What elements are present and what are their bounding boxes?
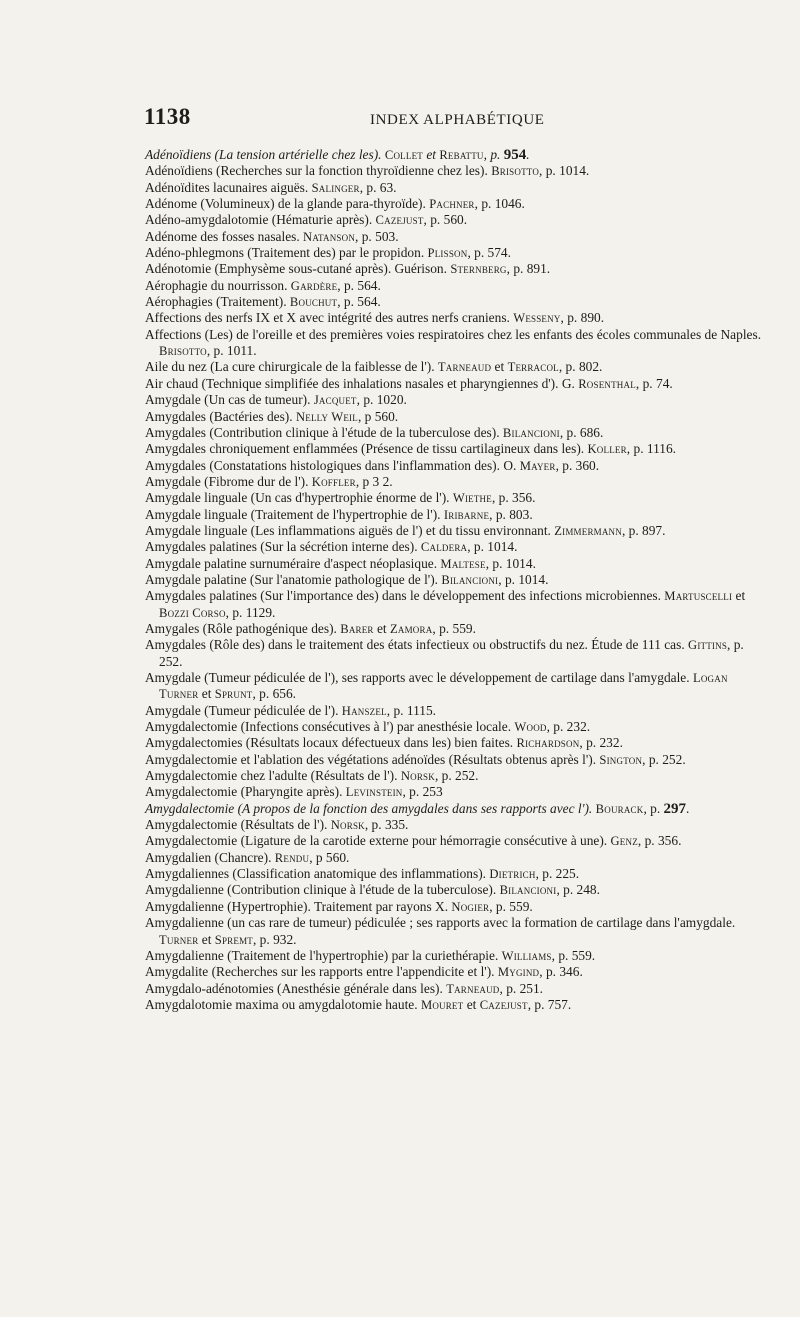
entry-text: Amygdalectomie et l'ablation des végétations adénoïdes (Résultats obtenus après l').: [145, 751, 600, 767]
entry-author: Logan Turner: [159, 671, 728, 702]
entry-text: Adénotomie (Emphysème sous-cutané après). Guérison.: [145, 261, 451, 277]
entry-author: Mygind: [497, 965, 540, 980]
entry-text: , p. 63.: [359, 179, 397, 195]
entry-author: Mayer: [519, 458, 556, 473]
index-entry: [145, 458, 767, 474]
entry-text: Amygdale palatine surnuméraire d'aspect néoplasique.: [145, 555, 441, 571]
index-entries: [145, 147, 767, 1013]
entry-text: Amygdalectomie (Pharyngite après).: [145, 784, 346, 800]
entry-text: Amygdalienne (un cas rare de tumeur) pédiculée ; ses rapports avec la formation de cartilage dans l'amygdale.: [145, 915, 736, 931]
entry-text: , p. 1129.: [225, 604, 276, 620]
page-number: 1138: [144, 104, 191, 129]
entry-text: , p. 346.: [539, 964, 583, 980]
entry-author: Rebattu: [439, 148, 484, 162]
entry-author: Bozzi Corso: [159, 605, 226, 620]
index-entry: [145, 899, 767, 915]
entry-text: , p. 232.: [579, 735, 623, 751]
entry-text: , p. 252.: [642, 751, 686, 767]
entry-text: , p. 802.: [558, 359, 603, 375]
entry-text: , p. 248.: [556, 882, 600, 898]
entry-author: Norsk: [400, 769, 435, 784]
entry-author: Plisson: [427, 246, 468, 261]
entry-text: Adénome (Volumineux) de la glande para-thyroïde).: [145, 196, 430, 212]
index-entry: [145, 523, 767, 539]
entry-author: Genz: [610, 834, 638, 849]
entry-text: et: [463, 996, 480, 1012]
entry-text: Amygdalotomie maxima ou amygdalotomie haute.: [145, 996, 421, 1012]
index-entry: [145, 310, 767, 326]
index-entry: [145, 229, 767, 245]
index-entry: [145, 637, 767, 670]
index-entry: [145, 948, 767, 964]
entry-text: , p. 1115.: [386, 702, 437, 718]
entry-author: Bourack: [595, 801, 644, 816]
entry-author: Cazejust: [479, 997, 528, 1012]
entry-author: Bilancioni: [502, 425, 560, 440]
entry-text: , p. 932.: [252, 931, 297, 947]
index-entry: [145, 507, 767, 523]
index-entry: [145, 981, 767, 997]
entry-text: , p. 803.: [489, 506, 533, 522]
entry-text: Amygdale (Tumeur pédiculée de l'), ses rapports avec le développement de cartilage dans l'amygdale.: [145, 670, 693, 685]
entry-text: , p. 253: [402, 784, 443, 800]
entry-text: , p.: [643, 800, 664, 816]
index-entry: [145, 212, 767, 228]
entry-author: Collet: [384, 148, 423, 162]
entry-text: Amygdale palatine (Sur l'anatomie pathologique de l').: [145, 571, 442, 587]
entry-author: Wesseny: [513, 311, 561, 326]
entry-author: Bouchut: [289, 295, 338, 310]
entry-text: , p. 225.: [535, 866, 580, 882]
index-entry: [145, 882, 767, 898]
index-entry: [145, 474, 767, 490]
index-entry: [145, 817, 767, 833]
entry-page-ref: 297: [663, 800, 687, 817]
entry-text: , p. 1014.: [485, 555, 536, 571]
entry-text: Amygdalectomie (Infections consécutives à l') par anesthésie locale.: [145, 719, 515, 735]
entry-text: Amygdalo-adénotomies (Anesthésie générale dans les).: [145, 980, 447, 996]
entry-text: Affections (Les) de l'oreille et des premières voies respiratoires chez les enfants des écoles communales de Naples.: [145, 326, 762, 342]
entry-author: Norsk: [330, 818, 365, 833]
index-entry: [145, 621, 767, 637]
entry-text: et: [422, 147, 440, 162]
index-entry: [145, 441, 767, 457]
index-entry: [145, 163, 767, 179]
entry-text: Amygdales (Bactéries des).: [145, 408, 296, 424]
entry-text: , p. 1046.: [474, 196, 525, 212]
entry-author: Spremt: [214, 932, 253, 947]
entry-text: Amygdalienne (Contribution clinique à l'étude de la tuberculose).: [145, 882, 500, 898]
entry-text: Affections des nerfs IX et X avec intégrité des autres nerfs craniens.: [145, 310, 514, 326]
entry-text: , p. 559.: [551, 947, 596, 963]
entry-text: , p. 356.: [491, 490, 536, 506]
entry-text: , p. 686.: [559, 424, 604, 440]
entry-author: Tarneaud: [446, 981, 500, 996]
entry-text: , p. 252.: [159, 637, 744, 669]
entry-author: Richardson: [516, 736, 580, 751]
entry-text: Amygdalien (Chancre).: [145, 849, 275, 865]
index-entry: [145, 490, 767, 506]
index-entry: [145, 719, 767, 735]
entry-text: , p. 559.: [432, 620, 476, 636]
index-entry: [145, 997, 767, 1013]
entry-text: , p. 564.: [337, 294, 381, 310]
entry-text: , p 3 2.: [355, 473, 393, 489]
entry-text: Amygdales (Constatations histologiques dans l'inflammation des). O.: [145, 457, 520, 473]
entry-text: Adénome des fosses nasales.: [145, 228, 304, 244]
entry-text: Amygdaliennes (Classification anatomique des inflammations).: [145, 866, 490, 882]
entry-author: Zimmermann: [554, 523, 622, 538]
entry-text: , p. 564.: [337, 277, 381, 293]
entry-text: Amygdale (Fibrome dur de l').: [145, 473, 312, 489]
entry-text: Amygdale (Tumeur pédiculée de l').: [145, 702, 342, 718]
entry-author: Zamora: [390, 621, 433, 636]
entry-author: Nogier: [451, 899, 490, 914]
entry-text: .: [686, 800, 690, 816]
entry-author: Rosenthal: [578, 376, 636, 391]
entry-text: .: [526, 147, 530, 162]
entry-author: Bilancioni: [499, 883, 557, 898]
entry-author: Salinger: [311, 180, 360, 195]
entry-author: Bilancioni: [441, 572, 499, 587]
entry-text: Amygdales palatines (Sur l'importance des) dans le développement des infections microbiennes.: [145, 588, 665, 604]
entry-author: Pachner: [429, 197, 475, 212]
entry-author: Brisotto: [491, 164, 540, 179]
entry-author: Martuscelli: [664, 589, 733, 604]
entry-text: Adénoïdites lacunaires aiguës.: [145, 179, 312, 195]
entry-author: Jacquet: [313, 393, 357, 408]
entry-author: Dietrich: [489, 867, 536, 882]
entry-text: Adénoïdiens (La tension artérielle chez les).: [145, 147, 385, 162]
entry-text: , p. 232.: [546, 719, 591, 735]
running-title: INDEX ALPHABÉTIQUE: [370, 112, 545, 128]
index-entry: [145, 703, 767, 719]
entry-text: Air chaud (Technique simplifiée des inhalations nasales et pharyngiennes d'). G.: [145, 375, 579, 391]
entry-author: Wood: [514, 720, 547, 735]
index-entry: [145, 752, 767, 768]
entry-text: , p. 1014.: [467, 539, 518, 555]
index-entry: [145, 409, 767, 425]
entry-text: , p 560.: [309, 849, 350, 865]
entry-text: , p. 1014.: [498, 571, 549, 587]
entry-text: Amygdales palatines (Sur la sécrétion interne des).: [145, 539, 421, 555]
index-entry: [145, 392, 767, 408]
index-entry: [145, 294, 767, 310]
entry-author: Turner: [159, 932, 199, 947]
entry-author: Levinstein: [345, 785, 403, 800]
entry-text: et: [198, 686, 215, 702]
entry-text: Amygdale linguale (Un cas d'hypertrophie énorme de l').: [145, 490, 453, 506]
entry-text: et: [732, 588, 746, 604]
entry-text: Adénoïdiens (Recherches sur la fonction thyroïdienne chez les).: [145, 163, 492, 179]
entry-text: , p. 656.: [252, 686, 297, 702]
entry-page-ref: 954: [503, 147, 527, 163]
index-entry: [145, 588, 767, 621]
entry-author: Koller: [587, 442, 627, 457]
entry-text: Amygdalectomie (Ligature de la carotide externe pour hémorragie consécutive à une).: [145, 833, 611, 849]
entry-text: , p. 890.: [560, 310, 605, 326]
entry-text: , p. 503.: [355, 228, 399, 244]
entry-text: , p. 356.: [637, 833, 682, 849]
entry-text: Adéno-amygdalotomie (Hématurie après).: [145, 212, 376, 228]
entry-text: et: [373, 620, 390, 636]
entry-text: , p. 74.: [635, 375, 673, 391]
index-entry: [145, 768, 767, 784]
entry-text: , p. 1014.: [539, 163, 590, 179]
entry-text: , p. 251.: [499, 980, 544, 996]
index-entry: [145, 278, 767, 294]
index-entry: [145, 801, 767, 817]
entry-text: Amygdale linguale (Traitement de l'hypertrophie de l').: [145, 506, 444, 522]
entry-text: Amygdalectomie (A propos de la fonction des amygdales dans ses rapports avec l').: [145, 800, 596, 816]
entry-author: Sprunt: [214, 687, 253, 702]
index-entry: [145, 245, 767, 261]
entry-text: Amygdale (Un cas de tumeur).: [145, 392, 314, 408]
entry-text: , p. 891.: [506, 261, 551, 277]
entry-text: , p. 897.: [621, 522, 666, 538]
entry-text: Amygdales (Rôle des) dans le traitement des états infectieux ou obstructifs du nez. Étude de 111 cas.: [145, 637, 689, 653]
entry-text: Adéno-phlegmons (Traitement des) par le propidon.: [145, 245, 428, 261]
entry-text: et: [491, 359, 508, 375]
entry-text: Aile du nez (La cure chirurgicale de la faiblesse de l').: [145, 359, 438, 375]
entry-author: Rendu: [274, 850, 310, 865]
entry-author: Hanszel: [341, 703, 387, 718]
index-entry: [145, 556, 767, 572]
index-entry: [145, 327, 767, 360]
entry-text: , p. 560.: [423, 212, 468, 228]
index-entry: [145, 196, 767, 212]
index-entry: [145, 850, 767, 866]
entry-author: Caldera: [420, 540, 468, 555]
entry-text: , p. 757.: [527, 996, 572, 1012]
entry-text: , p. 559.: [489, 898, 533, 914]
entry-author: Terracol: [507, 360, 559, 375]
entry-text: , p. 360.: [555, 457, 600, 473]
entry-text: Amygdalectomie (Résultats de l').: [145, 817, 331, 833]
entry-text: et: [198, 931, 215, 947]
entry-text: , p. 1011.: [206, 343, 257, 359]
entry-text: Amygdalienne (Hypertrophie). Traitement par rayons X.: [145, 898, 452, 914]
entry-text: , p. 1020.: [356, 392, 407, 408]
index-entry: [145, 866, 767, 882]
entry-author: Brisotto: [159, 344, 207, 359]
entry-text: Amygdalienne (Traitement de l'hypertrophie) par la curiethérapie.: [145, 947, 502, 963]
index-entry: [145, 359, 767, 375]
index-entry: [145, 784, 767, 800]
entry-author: Mouret: [420, 997, 464, 1012]
entry-author: Gardère: [290, 278, 338, 293]
index-entry: [145, 915, 767, 948]
entry-text: Amygdales chroniquement enflammées (Présence de tissu cartilagineux dans les).: [145, 441, 588, 457]
entry-text: Amygdale linguale (Les inflammations aiguës de l') et du tissu environnant.: [145, 522, 555, 538]
entry-author: Cazejust: [375, 213, 424, 228]
index-entry: [145, 376, 767, 392]
entry-author: Wiethe: [452, 491, 492, 506]
entry-author: Sternberg: [450, 262, 507, 277]
index-entry: [145, 572, 767, 588]
entry-text: Aérophagie du nourrisson.: [145, 277, 291, 293]
entry-text: Amygdalectomie chez l'adulte (Résultats de l').: [145, 768, 401, 784]
index-entry: [145, 425, 767, 441]
entry-author: Iribarne: [443, 507, 490, 522]
entry-text: , p. 335.: [364, 817, 409, 833]
entry-text: Amygdalectomies (Résultats locaux défectueux dans les) bien faites.: [145, 735, 517, 751]
index-entry: [145, 261, 767, 277]
entry-text: Amygales (Rôle pathogénique des).: [145, 620, 341, 636]
entry-author: Gittins: [688, 638, 728, 653]
entry-author: Maltese: [440, 556, 486, 571]
entry-author: Natanson: [303, 229, 356, 244]
index-entry: [145, 964, 767, 980]
entry-text: , p. 252.: [434, 768, 479, 784]
index-entry: [145, 147, 767, 163]
index-entry: [145, 735, 767, 751]
index-entry: [145, 539, 767, 555]
entry-text: , p. 1116.: [626, 441, 677, 457]
entry-author: Koffler: [311, 474, 356, 489]
entry-author: Sington: [599, 752, 643, 767]
entry-text: Aérophagies (Traitement).: [145, 294, 290, 310]
entry-text: , p.: [483, 147, 504, 162]
entry-text: , p. 574.: [467, 245, 511, 261]
entry-author: Barer: [340, 621, 374, 636]
entry-text: , p 560.: [357, 408, 399, 424]
entry-author: Williams: [501, 948, 552, 963]
index-entry: [145, 670, 767, 703]
entry-author: Tarneaud: [437, 360, 492, 375]
page-header: [0, 104, 800, 134]
index-entry: [145, 833, 767, 849]
entry-text: Amygdalite (Recherches sur les rapports entre l'appendicite et l').: [145, 964, 498, 980]
index-entry: [145, 180, 767, 196]
entry-author: Nelly Weil: [295, 409, 358, 424]
entry-text: Amygdales (Contribution clinique à l'étude de la tuberculose des).: [145, 424, 503, 440]
